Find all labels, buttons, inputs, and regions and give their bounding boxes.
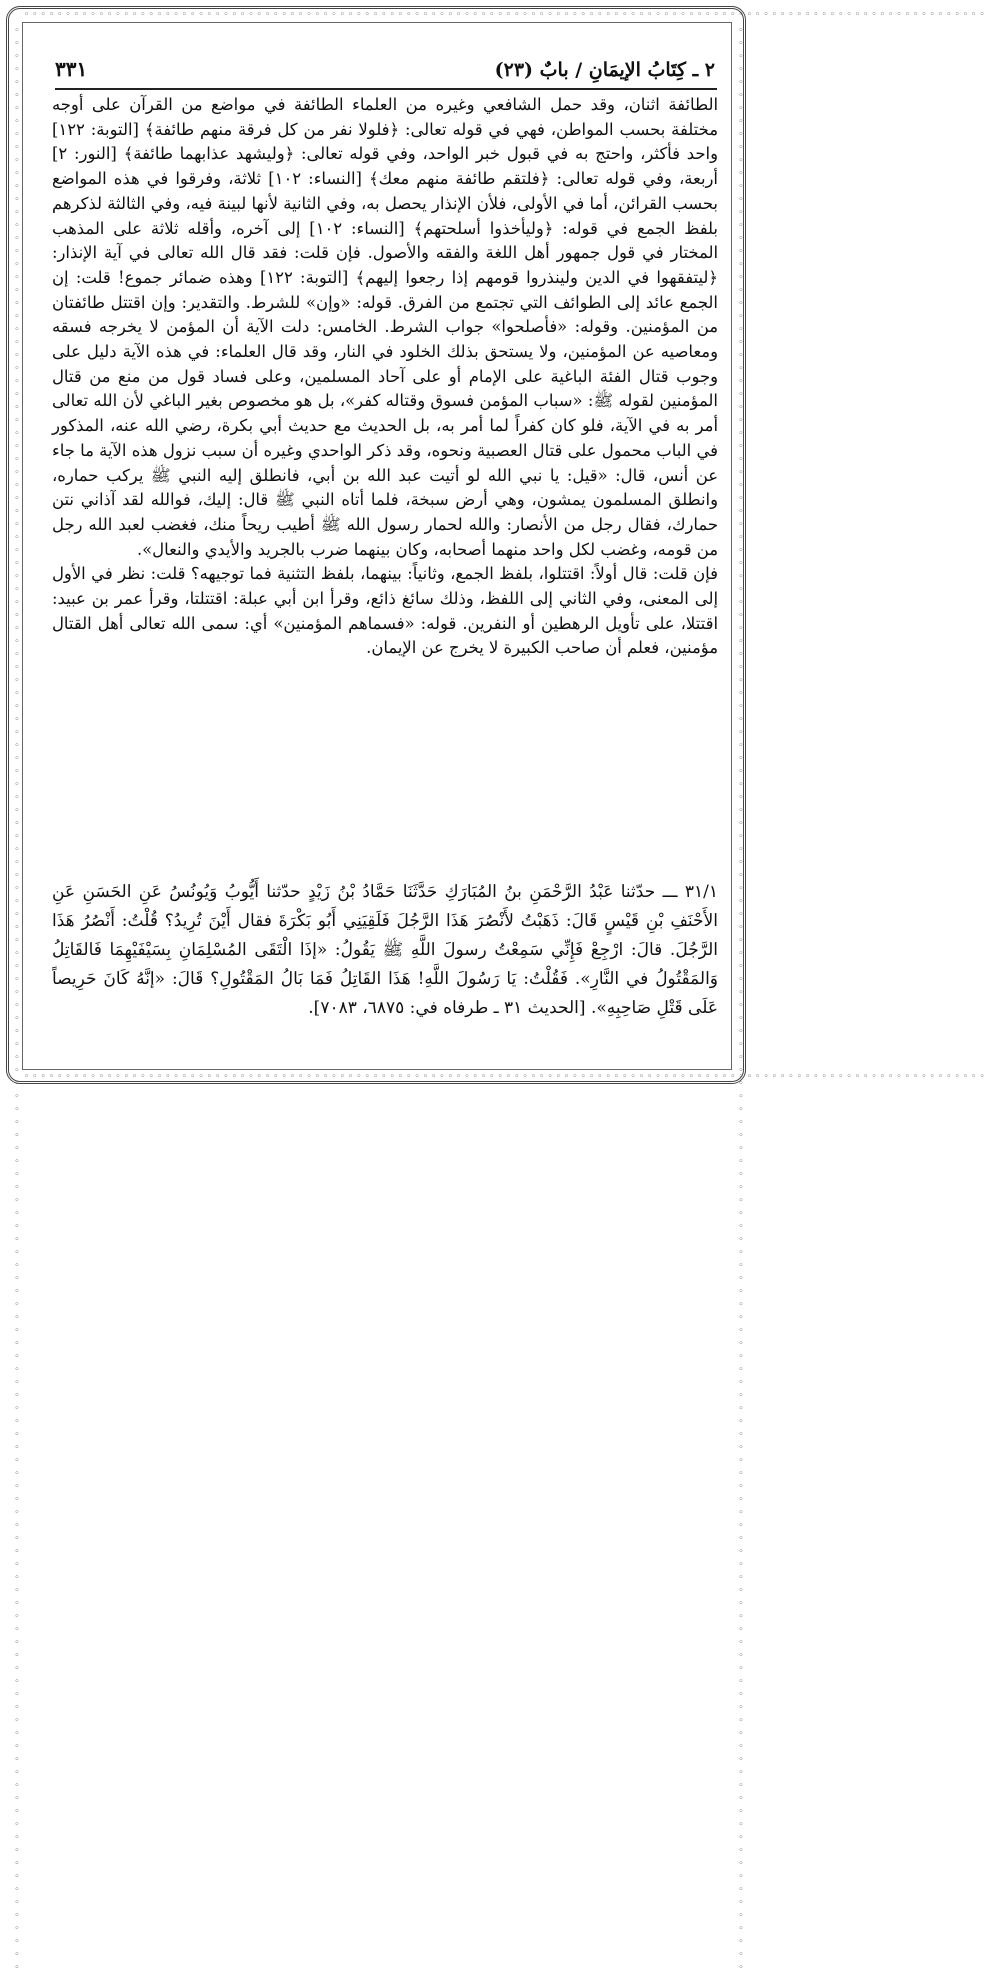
commentary-paragraph: الطائفة اثنان، وقد حمل الشافعي وغيره من العلماء الطائفة في مواضع من القرآن على أوجه مختلفة بحسب المواطن، فهي في قوله تعالى: ﴿فلولا نفر من كل فرقة منهم طائفة﴾ [التوبة: ١٢٢] واحد فأكثر، واحتج به في قبول خبر الواحد، وفي قوله تعالى: ﴿وليشهد عذابهما طائفة﴾ [النور: ٢] أربعة، وفي قوله تعالى: ﴿فلتقم طائفة منهم معك﴾ [النساء: ١٠٢] ثلاثة، وفرقوا في هذه المواضع بحسب القرائن، أما في الأولى، فلأن الإنذار يحصل به، وفي الثانية لأنها لبينة فيه، وفي الثالثة لذكرهم بلفظ الجمع في قوله: ﴿وليأخذوا أسلحتهم﴾ [النساء: ١٠٢] إلى آخره، وأقله ثلاثة على المذهب المختار في قول جمهور أهل اللغة والفقه والأصول. فإن قلت: فقد قال الله تعالى في آية الإنذار: ﴿ليتفقهوا في الدين ولينذروا قومهم إذا رجعوا إليهم﴾ [التوبة: ١٢٢] وهذه ضمائر جموع! قلت: إن الجمع عائد إلى الطوائف التي تجتمع من الفرق. قوله: «وإن» للشرط. والتقدير: وإن اقتتل طائفتان من المؤمنين. وقوله: «فأصلحوا» جواب الشرط. الخامس: دلت الآية أن المؤمن لا يخرجه فسقه ومعاصيه عن المؤمنين، ولا يستحق بذلك الخلود في النار، وقد قال العلماء: في هذه الآية دليل على وجوب قتال الفئة الباغية على الإمام أو على آحاد المسلمين، وعلى فساد قول من منع من قتال المؤمنين لقوله ﷺ: «سباب المؤمن فسوق وقتاله كفر»، بل هو مخصوص بغير الباغي لأن الله تعالى أمر به في الآية، فلو كان كفراً لما أمر به، بل الحديث مع حديث أبي بكرة، رضي الله عنه، المذكور في الباب محمول على قتال العصبية ونحوه، وقد ذكر الواحدي وغيره أن سبب نزول هذه الآية ما جاء عن أنس، قال: «قيل: يا نبي الله لو أتيت عبد الله بن أبي، فانطلق إليه النبي ﷺ يركب حماره، وانطلق المسلمون يمشون، وهي أرض سبخة، فلما أتاه النبي ﷺ قال: إليك، فوالله لقد آذاني نتن حمارك، فقال رجل من الأنصار: والله لحمار رسول الله ﷺ أطيب ريحاً منك، فغضب لعبد الله رجل من قومه، وغضب لكل واحد منهما أصحابه، وكان بينهما ضرب بالجريد والأيدي والنعال». (52, 95, 719, 559)
commentary-text (52, 93, 718, 661)
ornament-bottom: ◦◦◦◦◦◦◦◦◦◦◦◦◦◦◦◦◦◦◦◦◦◦◦◦◦◦◦◦◦◦◦◦◦◦◦◦◦◦◦◦◦◦◦◦◦◦◦◦◦◦◦◦◦◦◦◦◦◦◦◦◦◦◦◦◦◦◦◦◦◦◦◦◦◦◦◦◦◦◦◦◦◦◦◦◦◦◦◦◦◦◦◦◦◦◦◦◦◦◦◦◦◦◦◦◦◦◦◦◦◦◦◦◦◦◦◦ (24, 1072, 988, 1082)
ornament-left: ◦◦◦◦◦◦◦◦◦◦◦◦◦◦◦◦◦◦◦◦◦◦◦◦◦◦◦◦◦◦◦◦◦◦◦◦◦◦◦◦◦◦◦◦◦◦◦◦◦◦◦◦◦◦◦◦◦◦◦◦◦◦◦◦◦◦◦◦◦◦◦◦◦◦◦◦◦◦◦◦◦◦◦◦◦◦◦◦◦◦◦◦◦◦◦◦◦◦◦◦◦◦◦◦◦◦◦◦◦◦◦◦◦◦◦◦◦◦◦◦◦◦◦◦◦◦◦◦◦◦◦◦◦◦◦◦◦◦◦◦◦◦◦◦◦◦◦◦◦◦ (12, 26, 22, 1976)
ornament-top: ◦◦◦◦◦◦◦◦◦◦◦◦◦◦◦◦◦◦◦◦◦◦◦◦◦◦◦◦◦◦◦◦◦◦◦◦◦◦◦◦◦◦◦◦◦◦◦◦◦◦◦◦◦◦◦◦◦◦◦◦◦◦◦◦◦◦◦◦◦◦◦◦◦◦◦◦◦◦◦◦◦◦◦◦◦◦◦◦◦◦◦◦◦◦◦◦◦◦◦◦◦◦◦◦◦◦◦◦◦◦◦◦◦◦◦◦ (24, 10, 988, 20)
ornament-right: ◦◦◦◦◦◦◦◦◦◦◦◦◦◦◦◦◦◦◦◦◦◦◦◦◦◦◦◦◦◦◦◦◦◦◦◦◦◦◦◦◦◦◦◦◦◦◦◦◦◦◦◦◦◦◦◦◦◦◦◦◦◦◦◦◦◦◦◦◦◦◦◦◦◦◦◦◦◦◦◦◦◦◦◦◦◦◦◦◦◦◦◦◦◦◦◦◦◦◦◦◦◦◦◦◦◦◦◦◦◦◦◦◦◦◦◦◦◦◦◦◦◦◦◦◦◦◦◦◦◦◦◦◦◦◦◦◦◦◦◦◦◦◦◦◦◦◦◦◦◦ (736, 26, 746, 1976)
hadith-paragraph: ٣١/١ ـــ حدّثنا عَبْدُ الرَّحْمَنِ بنُ المُبَارَكِ حَدَّثَنَا حَمَّادُ بْنُ زَيْدٍ حدّثنا أَيُّوبُ وَيُونُسُ عَنِ الحَسَنِ عَنِ الأَحْنَفِ بْنِ قَيْسٍ قَالَ: ذَهَبْتُ لأَنْصُرَ هَذَا الرَّجُلَ فَلَقِيَنِي أَبُو بَكْرَةَ فقال أَيْنَ تُرِيدُ؟ قُلْتُ: أَنْصُرُ هَذَا الرَّجُلَ. قالَ: ارْجِعْ فَإِنِّي سَمِعْتُ رسولَ اللَّهِ ﷺ يَقُولُ: «إذَا الْتَقَى المُسْلِمَانِ بِسَيْفَيْهِمَا فَالقَاتِلُ وَالمَقْتُولُ في النَّارِ». فَقُلْتُ: يَا رَسُولَ اللَّهِ! هَذَا القَاتِلُ فَمَا بَالُ المَقْتُولِ؟ قَالَ: «إنَّهُ كَانَ حَرِيصاً عَلَى قَتْلِ صَاحِبِهِ». [الحديث ٣١ ـ طرفاه في: ٦٨٧٥، ٧٠٨٣]. (52, 882, 718, 1018)
header-divider (55, 88, 717, 90)
chapter-title: ٢ ـ كِتَابُ الإيمَانِ / بابٌ (٢٣) (494, 59, 715, 81)
commentary-paragraph: فإن قلت: قال أولاً: اقتتلوا، بلفظ الجمع، وثانياً: بينهما، بلفظ التثنية فما توجيهه؟ قلت: نظر في الأول إلى المعنى، وفي الثاني إلى اللفظ، وذلك سائغ ذائع، وقرأ ابن أبي عبلة: اقتتلتا، وقرأ عمر بن عبيد: اقتتلا، على تأويل الرهطين أو النفرين. قوله: «فسماهم المؤمنين» أي: سمى الله تعالى أهل القتال مؤمنين، فعلم أن صاحب الكبيرة لا يخرج عن الإيمان. (52, 564, 718, 658)
hadith-text (52, 878, 718, 1023)
running-header (55, 55, 715, 85)
page-number: ٣٣١ (55, 57, 88, 81)
